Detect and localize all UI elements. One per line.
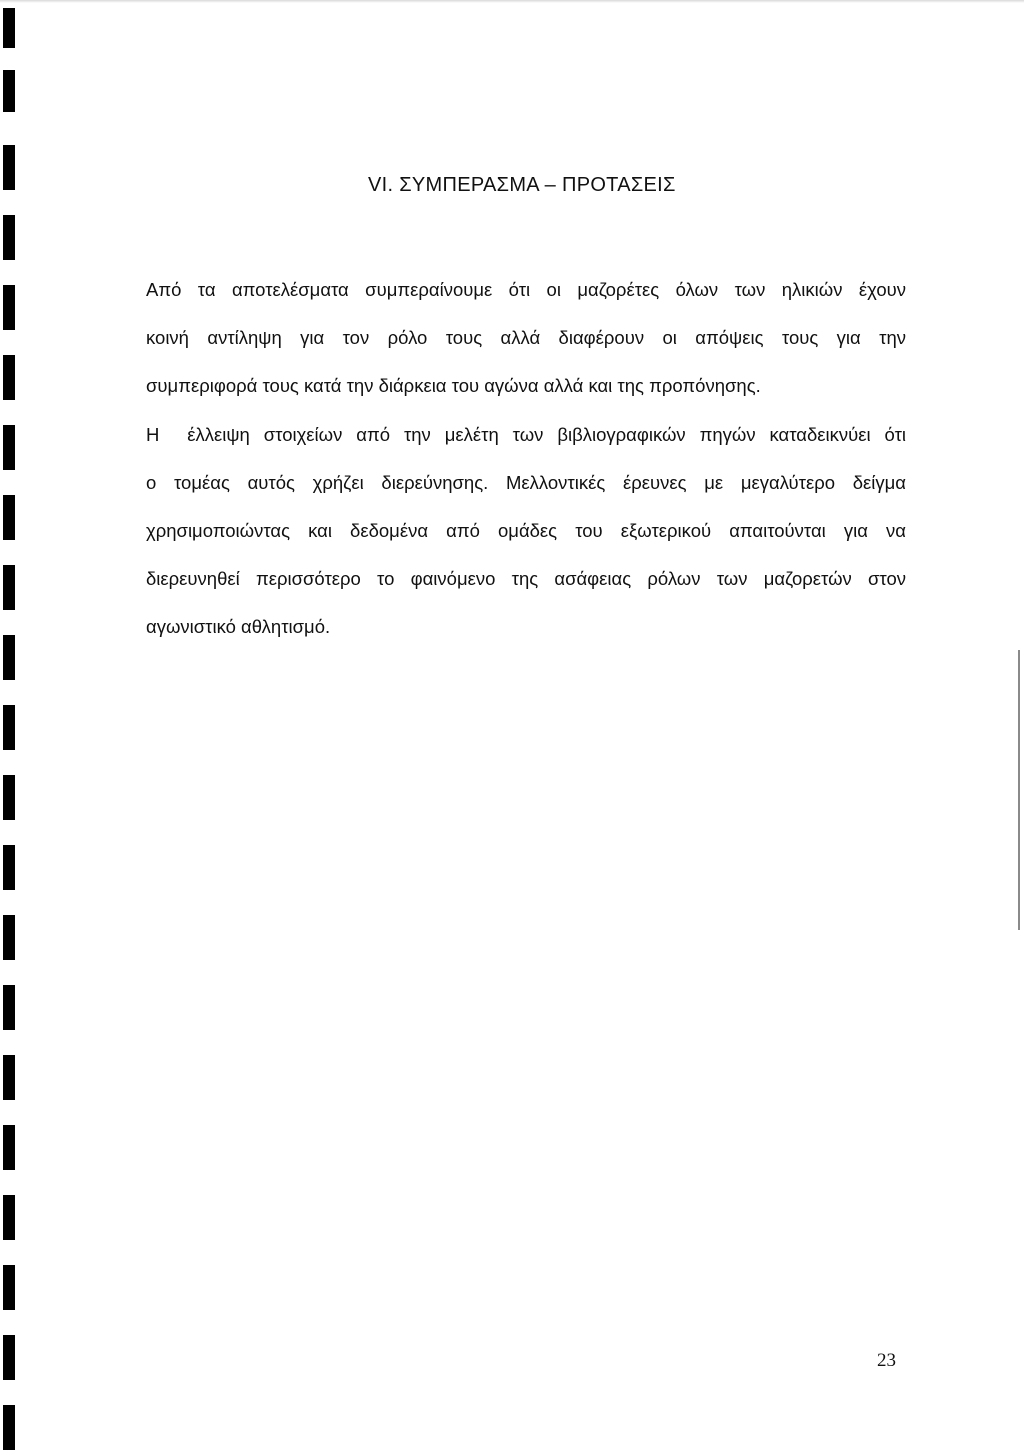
binding-mark xyxy=(3,915,15,960)
paragraph-line: συμπεριφορά τους κατά την διάρκεια του αγώνα αλλά και της προπόνησης. xyxy=(146,375,761,397)
binding-mark xyxy=(3,355,15,400)
binding-mark xyxy=(3,635,15,680)
binding-mark xyxy=(3,1335,15,1380)
binding-mark xyxy=(3,1265,15,1310)
paragraph-line: διερευνηθεί περισσότερο το φαινόμενο της ασάφειας ρόλων των μαζορετών στον xyxy=(146,568,906,590)
binding-mark xyxy=(3,1195,15,1240)
conclusion-paragraph xyxy=(146,266,906,652)
binding-mark xyxy=(3,8,15,48)
paragraph-line: χρησιμοποιώντας και δεδομένα από ομάδες του εξωτερικού απαιτούνται για να xyxy=(146,520,906,542)
paragraph-line: Από τα αποτελέσματα συμπεραίνουμε ότι οι μαζορέτες όλων των ηλικιών έχουν xyxy=(146,279,906,300)
page-number: 23 xyxy=(877,1350,896,1371)
binding-mark xyxy=(3,845,15,890)
binding-mark xyxy=(3,70,15,112)
binding-margin xyxy=(0,0,30,1456)
binding-mark xyxy=(3,495,15,540)
paragraph-line: Η έλλειψη στοιχείων από την μελέτη των βιβλιογραφικών πηγών καταδεικνύει ότι xyxy=(146,423,906,445)
paragraph-line: κοινή αντίληψη για τον ρόλο τους αλλά διαφέρουν οι απόψεις τους για την xyxy=(146,327,906,349)
binding-mark xyxy=(3,1055,15,1100)
binding-mark xyxy=(3,215,15,260)
scan-right-edge xyxy=(1018,650,1020,930)
binding-mark xyxy=(3,1125,15,1170)
section-heading: VI. ΣΥΜΠΕΡΑΣΜΑ – ΠΡΟΤΑΣΕΙΣ xyxy=(368,174,676,196)
paragraph-line: αγωνιστικό αθλητισμό. xyxy=(146,616,331,638)
binding-mark xyxy=(3,565,15,610)
paragraph-line: ο τομέας αυτός χρήζει διερεύνησης. Μελλοντικές έρευνες με μεγαλύτερο δείγμα xyxy=(146,471,906,493)
scan-top-edge xyxy=(0,0,1024,3)
binding-mark xyxy=(3,285,15,330)
binding-mark xyxy=(3,775,15,820)
binding-mark xyxy=(3,985,15,1030)
binding-mark xyxy=(3,425,15,470)
binding-mark xyxy=(3,1405,15,1450)
binding-mark xyxy=(3,705,15,750)
binding-mark xyxy=(3,145,15,190)
